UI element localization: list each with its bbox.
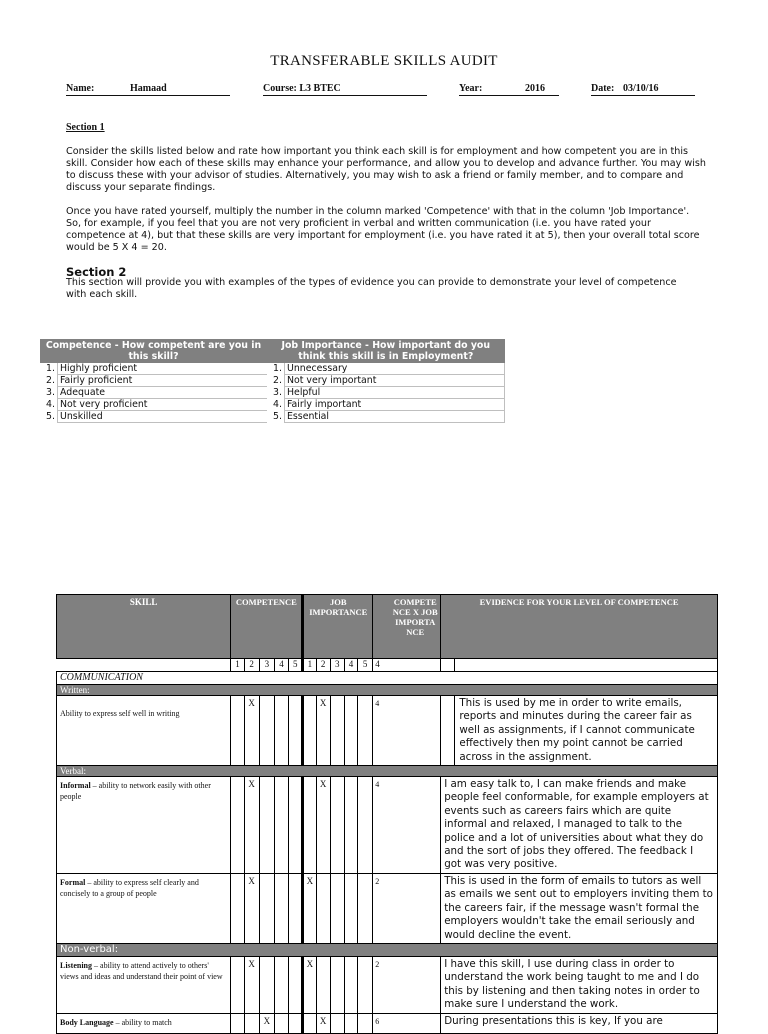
competence-level: Not very proficient [58,399,268,411]
scale-row [40,411,505,423]
competence-header: COMPETENCE [231,595,303,659]
mark-cell: X [303,956,316,1013]
mark-cell [330,873,344,943]
scale-number: 1. [273,363,282,375]
year-field [459,83,559,96]
scale-num: 5 [358,659,373,672]
skill-description [57,873,231,943]
course-label: Course: L3 BTEC [263,83,341,94]
skill-description [57,777,231,874]
scale-num: 3 [259,659,274,672]
mark-cell: X [259,1013,274,1033]
mark-cell [316,956,330,1013]
skill-description [57,696,231,766]
scale-num: 2 [316,659,330,672]
mark-cell [344,873,357,943]
date-label: Date: [591,83,615,94]
subcategory-row [57,766,718,777]
mark-cell [274,1013,288,1033]
mark-cell: X [316,1013,330,1033]
scale-num: 5 [289,659,303,672]
mark-cell [344,956,357,1013]
mark-cell [358,1013,373,1033]
mark-cell [274,956,288,1013]
mark-cell: X [244,956,259,1013]
skill-row [57,956,718,1013]
skill-row [57,1013,718,1033]
subcategory-written: Written: [57,685,718,696]
evidence-cell: During presentations this is key, If you are [441,1013,718,1033]
mark-cell [303,777,316,874]
subcategory-nonverbal: Non-verbal: [57,943,718,956]
mark-cell [259,777,274,874]
mark-cell [259,873,274,943]
evidence-cell: I am easy talk to, I can make friends and make people feel conformable, for example employers at events such as careers fairs which are quite informal and relaxed, I managed to talk to the police and a lot of universities about what they do and the sort of jobs they offered. The feedback I got was very positive. [441,777,718,874]
score-header [373,595,441,659]
section2-text: This section will provide you with examples of the types of evidence you can provide to demonstrate your level of competence with each skill. [66,277,677,300]
score-cell: 4 [373,777,441,874]
document-title: TRANSFERABLE SKILLS AUDIT [270,53,498,69]
scale-row [40,387,505,399]
skill-row [57,696,718,766]
section1-para2: Once you have rated yourself, multiply the number in the column marked 'Competence' with that in the column 'Job Importance'. So, for example, if you feel that you are not very proficient in verbal and written communication (i.e. you have rated your competence at 4), but that these skills are very important for employment (i.e. you have rated it at 5), then your overall total score would be 5 X 4 = 20. [66,206,700,253]
scale-num: 3 [330,659,344,672]
mark-cell: X [244,696,259,766]
scale-numbers-row [57,659,718,672]
importance-level: Fairly important [285,399,505,411]
skill-row [57,873,718,943]
skill-row [57,777,718,874]
subcategory-verbal: Verbal: [57,766,718,777]
score-cell: 2 [373,873,441,943]
mark-cell [330,1013,344,1033]
importance-level: Unnecessary [285,363,505,375]
importance-scale-header: Job Importance - How important do you think this skill is in Employment? [267,339,505,363]
name-value: Hamaad [130,83,167,94]
scale-number: 5. [46,411,55,422]
score-cell: 2 [373,956,441,1013]
mark-cell [231,777,244,874]
scale-row [40,363,505,375]
score-header-text: COMPETE NCE X JOB IMPORTA NCE [392,597,438,637]
skill-bold: Body Language [60,1017,114,1027]
scale-row [40,375,505,387]
mark-cell [274,696,288,766]
mark-cell [330,956,344,1013]
skill-text: Ability to express self well in writing [60,709,180,718]
scale-num: 1 [303,659,316,672]
job-importance-header: JOB IMPORTANCE [303,595,373,659]
scale-num: 4 [344,659,357,672]
scale-number: 3. [273,387,282,398]
mark-cell [358,873,373,943]
scale-number: 4. [46,399,55,410]
mark-cell [259,956,274,1013]
skill-bold: Listening [60,960,93,970]
competence-level: Highly proficient [58,363,268,375]
scale-number: 1. [46,363,55,375]
skill-text: – ability to express self clearly and concisely to a group of people [60,877,199,898]
mark-cell [289,696,303,766]
category-row [57,672,718,685]
mark-cell [330,777,344,874]
skill-text: – ability to network easily with other people [60,781,211,802]
evidence-cell: I have this skill, I use during class in order to understand the work being taught to me and I do this by listening and then taking notes in order to make sure I understand the work. [441,956,718,1013]
mark-cell [344,777,357,874]
scale-row [40,399,505,411]
section1-para1: Consider the skills listed below and rate how important you think each skill is for employment and how competent you are in this skill. Consider how each of these skills may enhance your performance, and allow you to develop and advance further. You may wish to discuss these with your advisor of studies. Alternatively, you may wish to ask a friend or family member, and to compare and discuss your separate findings. [66,146,706,193]
competence-level: Fairly proficient [58,375,268,387]
mark-cell [231,1013,244,1033]
scale-number: 4. [273,399,282,410]
mark-cell [289,1013,303,1033]
mark-cell [259,696,274,766]
scale-number: 2. [46,375,55,386]
mark-cell [358,696,373,766]
score-cell: 4 [373,696,441,766]
date-field [591,83,695,96]
scale-number: 3. [46,387,55,398]
competence-level: Adequate [58,387,268,399]
blank-cell [455,659,718,672]
mark-cell [316,873,330,943]
mark-cell [303,696,316,766]
mark-cell [231,696,244,766]
year-label: Year: [459,83,483,94]
name-field [66,83,230,96]
skill-bold: Informal [60,781,91,791]
mark-cell [303,1013,316,1033]
mark-cell: X [303,873,316,943]
header-fields [66,83,696,97]
scale-number: 2. [273,375,282,386]
mark-cell [274,777,288,874]
skill-text: – ability to attend actively to others' views and ideas and understand their point of view [60,960,223,981]
blank-cell [441,696,455,766]
mark-cell [289,777,303,874]
score-cell: 6 [373,1013,441,1033]
mark-cell [344,1013,357,1033]
mark-cell [289,873,303,943]
mark-cell [330,696,344,766]
mark-cell [274,873,288,943]
mark-cell: X [244,777,259,874]
year-value: 2016 [525,83,545,94]
scale-num: 4 [373,659,441,672]
mark-cell [231,956,244,1013]
skill-description [57,956,231,1013]
mark-cell [344,696,357,766]
evidence-cell: This is used in the form of emails to tutors as well as emails we sent out to employers inviting them to the careers fair, if the message wasn't formal the employers wouldn't take the email seriously and would decline the event. [441,873,718,943]
scale-num: 2 [244,659,259,672]
skill-header: SKILL [57,595,231,659]
mark-cell [231,873,244,943]
skill-bold: Formal [60,877,86,887]
evidence-header: EVIDENCE FOR YOUR LEVEL OF COMPETENCE [441,595,718,659]
competence-level: Unskilled [58,411,268,423]
mark-cell [244,1013,259,1033]
date-value: 03/10/16 [623,83,659,94]
scale-num: 4 [274,659,288,672]
importance-level: Essential [285,411,505,423]
skill-description [57,1013,231,1033]
subcategory-row [57,943,718,956]
mark-cell: X [316,696,330,766]
importance-level: Helpful [285,387,505,399]
section2-heading: Section 2 [66,265,127,279]
section1-heading: Section 1 [66,122,105,133]
scale-number: 5. [273,411,282,422]
blank-cell [441,659,455,672]
course-field [263,83,427,96]
mark-cell [289,956,303,1013]
mark-cell: X [316,777,330,874]
competence-scale-header: Competence - How competent are you in this skill? [40,339,267,363]
importance-level: Not very important [285,375,505,387]
scale-num: 1 [231,659,244,672]
blank-cell [57,659,231,672]
skills-audit-table [56,594,718,1034]
mark-cell: X [244,873,259,943]
name-label: Name: [66,83,95,94]
rating-scale-table [40,339,505,423]
category-communication: COMMUNICATION [57,672,718,685]
evidence-cell: This is used by me in order to write emails, reports and minutes during the career fair as well as assignments, if I cannot communicate effectively then my point cannot be carried across in the assignment. [455,696,718,766]
subcategory-row [57,685,718,696]
mark-cell [358,956,373,1013]
skill-text: – ability to match [113,1017,172,1027]
mark-cell [358,777,373,874]
